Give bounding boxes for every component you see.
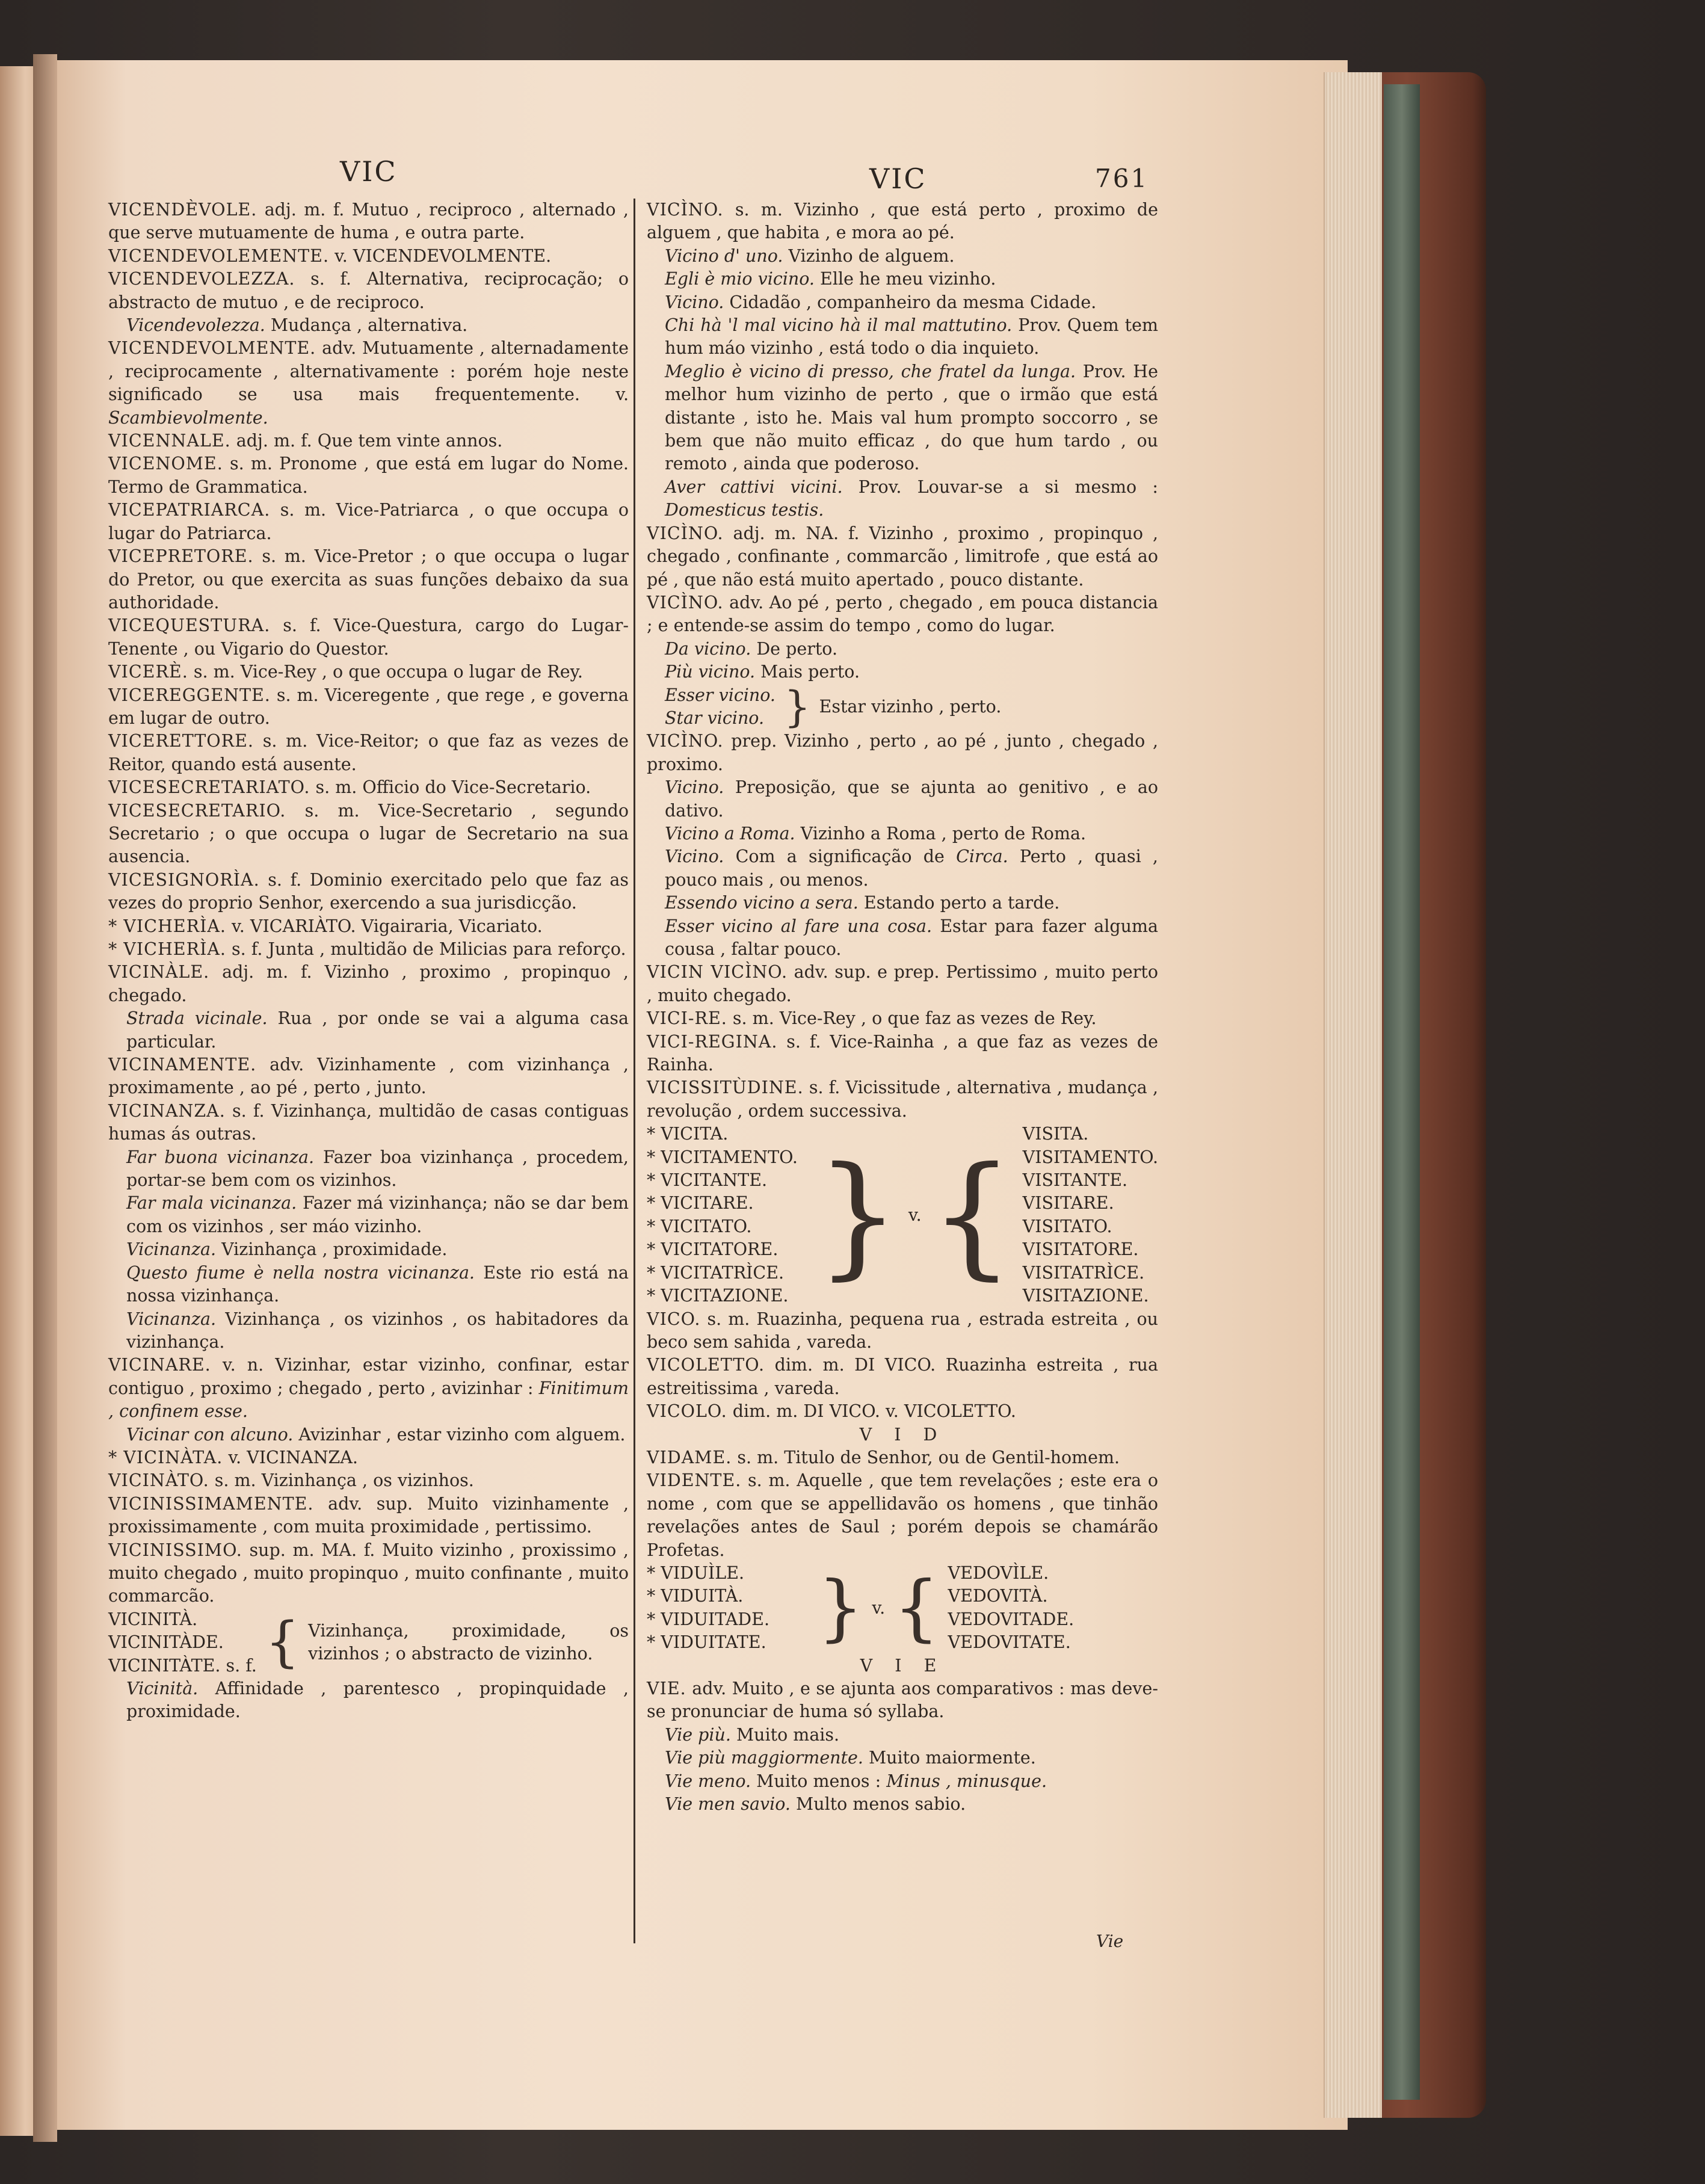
definition: s. m. Vice-Pretor ; o que occupa o lugar do Pretor, ou que exercita as suas funções debaixo da sua authoridade.	[108, 546, 629, 612]
sub-entry	[108, 1238, 629, 1261]
sub-entry	[108, 1007, 629, 1053]
dictionary-entry	[108, 776, 629, 799]
dictionary-entry	[108, 199, 629, 245]
brace-headword: VICINITÀDE.	[108, 1632, 224, 1653]
headword: VICIN VICÌNO.	[647, 962, 788, 982]
headword: VICÌNO.	[647, 592, 724, 612]
phrase-definition: Multo menos sabio.	[790, 1794, 966, 1815]
phrase-definition: Vizinhança , proximidade.	[216, 1239, 448, 1260]
sub-entry	[647, 776, 1158, 822]
dictionary-entry	[108, 1469, 629, 1492]
dictionary-entry	[647, 961, 1158, 1007]
definition: adv. Mutuamente , alternadamente , reciprocamente , alternativamente : porém hoje neste significado se usa mais frequentemente. v.	[108, 338, 629, 405]
brace-headword: VICINITÀTE. s. f.	[108, 1655, 257, 1676]
sub-entry	[647, 314, 1158, 360]
definition: s. f. Vizinhança, multidão de casas contiguas humas ás outras.	[108, 1100, 629, 1144]
definition: s. m. Aquelle , que tem revelações ; este era o nome , com que se appellidavão os homens , que tinhão revelações antes de Saul ; porém depois se chamárão Profetas.	[647, 1470, 1158, 1560]
column-rule	[634, 199, 635, 1943]
section-heading-vie: V I E	[860, 1655, 945, 1676]
standard-headword: VEDOVÌLE.	[948, 1562, 1049, 1583]
definition: s. m. Vice-Rey , o que occupa o lugar de Rey.	[188, 662, 583, 682]
sub-entry	[647, 822, 1158, 845]
phrase-definition: De perto.	[751, 638, 838, 659]
dictionary-entry	[108, 661, 629, 683]
definition: s. m. Vizinho , que está perto , proximo de alguem , que habita , e mora ao pé.	[647, 200, 1158, 243]
definition: v. VICARIÀTO. Vigairaria, Vicariato.	[226, 916, 543, 936]
definition: adj. m. NA. f. Vizinho , proximo , propinquo , chegado , confinante , commarcão , limitrofe , que está ao pé , que não está muito apertado , pouco distante.	[647, 523, 1158, 590]
dictionary-entry	[647, 1007, 1158, 1030]
phrase-definition: Muito menos :	[751, 1771, 887, 1791]
headword: VICENDÈVOLE.	[108, 200, 257, 220]
phrase: Vicino d' uno.	[665, 245, 783, 266]
brace-glyph: {	[265, 1611, 300, 1674]
phrase: Meglio è vicino di presso, che fratel da lunga.	[665, 361, 1076, 381]
dictionary-entry	[108, 1354, 629, 1423]
phrase-definition: Avizinhar , estar vizinho com alguem.	[293, 1424, 626, 1445]
phrase: Vicinanza.	[126, 1239, 217, 1260]
headword: VICENOME.	[108, 454, 223, 474]
sub-entry	[108, 1192, 629, 1238]
sub-entry	[108, 314, 629, 337]
definition: v. VICENDEVOLMENTE.	[329, 245, 552, 266]
headword: VICEPATRIARCA.	[108, 500, 271, 520]
headword: VICENNALE.	[108, 431, 231, 451]
phrase: Vicino.	[665, 777, 724, 798]
brace-glyph: }	[783, 682, 811, 732]
variant-headword: * VICITANTE.	[647, 1170, 768, 1191]
definition: adj. m. f. Vizinho , proximo , propinquo , chegado.	[108, 962, 629, 1005]
dictionary-entry	[108, 730, 629, 776]
headword: VICEPRETORE.	[108, 546, 254, 567]
brace-headword: VICINITÀ.	[108, 1609, 198, 1629]
dictionary-entry	[647, 1677, 1158, 1724]
headword: VICO.	[647, 1309, 701, 1329]
phrase-italic: Domesticus testis.	[665, 500, 824, 520]
sub-entry	[647, 1724, 1158, 1747]
headword: * VICHERÌA.	[108, 916, 226, 936]
variant-headword: * VICITAMENTO.	[647, 1147, 798, 1167]
headword: VICINANZA.	[108, 1100, 226, 1121]
phrase-definition: Mais perto.	[755, 662, 860, 682]
definition: s. f. Dominio exercitado pelo que faz as vezes do proprio Senhor, exercendo a sua jurisdicção.	[108, 869, 629, 913]
vedovita-group	[647, 1562, 1158, 1655]
running-head-left: VIC	[340, 155, 398, 188]
definition: v. VICINANZA.	[223, 1447, 358, 1467]
headword: VICINISSIMAMENTE.	[108, 1493, 314, 1514]
right-column	[647, 199, 1158, 1816]
brace-phrase: Star vicino.	[665, 708, 765, 728]
sub-entry	[647, 291, 1158, 314]
phrase: Da vicino.	[665, 638, 751, 659]
vedovita-v-label: v.	[872, 1597, 886, 1618]
standard-headword: VEDOVITATE.	[948, 1632, 1071, 1653]
dictionary-entry	[647, 1446, 1158, 1469]
phrase: Vicinanza.	[126, 1309, 217, 1329]
headword: VICINÀTO.	[108, 1470, 209, 1491]
definition-italic: Scambievolmente.	[108, 407, 268, 428]
phrase-definition: Vizinhança , os vizinhos , os habitadores da vizinhança.	[126, 1309, 629, 1352]
definition: dim. m. DI VICO. v. VICOLETTO.	[727, 1401, 1016, 1422]
dictionary-entry	[647, 522, 1158, 591]
variant-headword: * VICITA.	[647, 1124, 729, 1144]
sub-entry	[647, 661, 1158, 683]
brace-phrase: Esser vicino.	[665, 685, 775, 705]
phrase-definition: Vizinho a Roma , perto de Roma.	[795, 823, 1087, 844]
dictionary-entry	[108, 684, 629, 730]
dictionary-entry	[108, 499, 629, 545]
visita-group	[647, 1123, 1158, 1307]
headword: VICINAMENTE.	[108, 1055, 257, 1075]
dictionary-entry	[108, 545, 629, 614]
phrase-italic: Minus , minusque.	[886, 1771, 1047, 1791]
dictionary-entry	[647, 1308, 1158, 1354]
headword: VIE.	[647, 1679, 686, 1698]
phrase: Far buona vicinanza.	[126, 1147, 315, 1167]
definition: s. m. Vice-Rey , o que faz as vezes de Rey.	[727, 1008, 1097, 1029]
headword: VICINÀLE.	[108, 962, 210, 982]
headword: VICOLO.	[647, 1401, 727, 1422]
definition: v. n. Vizinhar, estar vizinho, confinar, estar contiguo , proximo ; chegado , perto , avizinhar :	[108, 1355, 629, 1398]
sub-entry	[647, 1793, 1158, 1816]
book-fore-edge	[1384, 84, 1420, 2100]
headword: VIDAME.	[647, 1447, 732, 1467]
page-gutter	[33, 54, 57, 2142]
phrase: Aver cattivi vicini.	[665, 477, 843, 497]
headword: VICI-RE.	[647, 1008, 727, 1029]
definition: s. m. Vice-Patriarca , o que occupa o lugar do Patriarca.	[108, 500, 629, 543]
phrase: Far mala vicinanza.	[126, 1193, 297, 1214]
headword: VICINISSIMO.	[108, 1540, 242, 1560]
dictionary-entry	[108, 915, 629, 938]
definition: adj. m. f. Mutuo , reciproco , alternado , que serve mutuamente de huma , e outra parte.	[108, 200, 629, 243]
phrase-definition: Mudança , alternativa.	[265, 315, 468, 336]
phrase-definition: Muito maiormente.	[863, 1748, 1036, 1768]
definition: adv. Muito , e se ajunta aos comparativos : mas deve-se pronunciar de huma só syllaba.	[647, 1679, 1158, 1722]
phrase-definition: Preposição, que se ajunta ao genitivo , e ao dativo.	[665, 777, 1158, 821]
phrase: Vicendevolezza.	[126, 315, 265, 336]
dictionary-entry	[108, 800, 629, 869]
dictionary-entry	[108, 869, 629, 915]
variant-headword: * VICITATO.	[647, 1216, 752, 1236]
dictionary-entry	[647, 591, 1158, 638]
phrase-definition: Muito mais.	[730, 1724, 840, 1745]
dictionary-entry	[108, 337, 629, 430]
sub-entry	[108, 1308, 629, 1354]
definition: s. m. Titulo de Senhor, ou de Gentil-homem.	[732, 1447, 1120, 1467]
phrase-definition: Elle he meu vizinho.	[815, 269, 996, 289]
definition: adj. m. f. Que tem vinte annos.	[230, 431, 503, 451]
definition: s. f. Vice-Questura, cargo do Lugar-Tenente , ou Vigario do Questor.	[108, 615, 629, 659]
standard-headword: VISITAZIONE.	[1022, 1286, 1149, 1306]
definition: s. f. Vice-Rainha , a que faz as vezes de Rainha.	[647, 1031, 1158, 1075]
definition: s. f. Vicissitude , alternativa , mudança , revolução , ordem successiva.	[647, 1078, 1158, 1121]
dictionary-entry	[108, 1493, 629, 1539]
standard-headword: VISITAMENTO.	[1022, 1147, 1158, 1167]
phrase: Egli è mio vicino.	[665, 269, 815, 289]
headword: VICENDEVOLEMENTE.	[108, 245, 330, 266]
dictionary-entry	[108, 245, 629, 268]
phrase: Strada vicinale.	[126, 1008, 268, 1029]
headword: VICESECRETARIO.	[108, 800, 286, 821]
headword: VICEREGGENTE.	[108, 685, 271, 705]
variant-headword: * VIDUITÀ.	[647, 1586, 744, 1606]
variant-headword: * VICITARE.	[647, 1193, 754, 1214]
phrase-definition: Prov. Quem tem hum máo vizinho , está todo o dia inquieto.	[665, 315, 1158, 359]
phrase-definition: Prov. Louvar-se a si mesmo :	[842, 477, 1158, 497]
definition: adv. sup. e prep. Pertissimo , muito perto , muito chegado.	[647, 962, 1158, 1005]
sub-entry	[647, 638, 1158, 661]
phrase-definition: Cidadão , companheiro da mesma Cidade.	[724, 292, 1097, 312]
headword: VIDENTE.	[647, 1470, 742, 1491]
brace-glyph: }	[815, 1138, 900, 1292]
phrase-definition: Este rio está na nossa vizinhança.	[126, 1262, 629, 1306]
headword: VICENDEVOLEZZA.	[108, 269, 295, 289]
definition-italic: Finitimum , confinem esse.	[108, 1378, 629, 1422]
headword: VICERETTORE.	[108, 731, 254, 751]
dictionary-entry	[108, 1539, 629, 1608]
dictionary-entry	[647, 730, 1158, 776]
phrase-italic: Circa.	[956, 847, 1008, 867]
vicinita-sub: Vicinità. Affinidade , parentesco , propinquidade , proximidade.	[126, 1679, 629, 1722]
dictionary-entry	[647, 1031, 1158, 1077]
phrase: Vie men savio.	[665, 1794, 791, 1815]
definition: s. f. Junta , multidão de Milicias para reforço.	[226, 939, 626, 959]
definition: s. m. Vizinhança , os vizinhos.	[209, 1470, 474, 1491]
dictionary-entry	[108, 430, 629, 452]
phrase: Vicinar con alcuno.	[126, 1424, 294, 1445]
standard-headword: VISITATORE.	[1022, 1239, 1139, 1260]
page-stack-edges	[1324, 72, 1382, 2118]
brace-glyph: {	[930, 1138, 1014, 1292]
phrase: Vie più.	[665, 1724, 731, 1745]
definition: dim. m. DI VICO. Ruazinha estreita , rua estreitissima , vareda.	[647, 1355, 1158, 1398]
definition: s. f. Alternativa, reciprocação; o abstracto de mutuo , e de reciproco.	[108, 269, 629, 312]
headword: VICESECRETARIATO.	[108, 777, 310, 798]
brace-glyph: {	[893, 1566, 940, 1650]
dictionary-entry	[108, 452, 629, 499]
sub-entry	[647, 845, 1158, 892]
headword: VICÌNO.	[647, 731, 724, 751]
sub-entry	[647, 245, 1158, 268]
dictionary-entry	[108, 614, 629, 661]
phrase: Esser vicino al fare una cosa.	[665, 916, 933, 936]
definition: prep. Vizinho , perto , ao pé , junto , chegado , proximo.	[647, 731, 1158, 774]
phrase: Vicino a Roma.	[665, 823, 795, 844]
vicinita-group	[108, 1608, 629, 1677]
brace-glyph: }	[818, 1566, 864, 1650]
headword: VICÌNO.	[647, 200, 724, 220]
variant-headword: * VICITATORE.	[647, 1239, 779, 1260]
definition: adv. sup. Muito vizinhamente , proxissimamente , com muita proximidade , pertissimo.	[108, 1493, 629, 1537]
phrase-definition: Rua , por onde se vai a alguma casa particular.	[126, 1008, 629, 1052]
headword: VICINARE.	[108, 1355, 211, 1375]
running-head-right: VIC	[869, 162, 927, 195]
phrase-tail: Perto , quasi , pouco mais , ou menos.	[665, 847, 1158, 890]
headword: VICISSITÙDINE.	[647, 1078, 804, 1098]
standard-headword: VISITATO.	[1022, 1216, 1112, 1236]
phrase-definition: Estando perto a tarde.	[858, 893, 1060, 913]
phrase: Questo fiume è nella nostra vicinanza.	[126, 1262, 475, 1283]
esser-vicino-group	[647, 684, 1158, 730]
headword: VICEQUESTURA.	[108, 615, 271, 636]
definition: sup. m. MA. f. Muito vizinho , proxissimo , muito chegado , muito propinquo , muito confinante , muito commarcão.	[108, 1540, 629, 1606]
left-column	[108, 199, 629, 1724]
variant-headword: * VICITATRÌCE.	[647, 1262, 785, 1283]
dictionary-entry	[108, 1053, 629, 1100]
esser-vicino-definition: Estar vizinho , perto.	[819, 696, 1002, 717]
phrase-definition: Vizinho de alguem.	[783, 245, 955, 266]
variant-headword: * VIDUITATE.	[647, 1632, 766, 1653]
sub-entry	[647, 476, 1158, 522]
standard-headword: VEDOVITÀ.	[948, 1586, 1048, 1606]
sub-entry	[647, 360, 1158, 476]
headword: * VICINÀTA.	[108, 1447, 223, 1467]
definition: s. m. Vice-Secretario , segundo Secretario ; o que occupa o lugar de Secretario na sua ausencia.	[108, 800, 629, 867]
headword: VICENDEVOLMENTE.	[108, 338, 316, 359]
phrase-definition: Fazer má vizinhança; não se dar bem com os vizinhos , ser máo vizinho.	[126, 1193, 629, 1236]
definition: s. m. Ruazinha, pequena rua , estrada estreita , ou beco sem sahida , vareda.	[647, 1309, 1158, 1352]
dictionary-entry	[647, 1469, 1158, 1562]
section-heading-vid: V I D	[859, 1424, 946, 1445]
phrase: Vie più maggiormente.	[665, 1748, 863, 1768]
headword: VICOLETTO.	[647, 1355, 765, 1375]
dictionary-entry	[108, 1100, 629, 1146]
variant-headword: * VICITAZIONE.	[647, 1286, 789, 1306]
variant-headword: * VIDUÌLE.	[647, 1562, 745, 1583]
dictionary-entry	[647, 1354, 1158, 1400]
sub-entry	[647, 1770, 1158, 1793]
variant-headword: * VIDUITADE.	[647, 1609, 770, 1629]
phrase: Chi hà 'l mal vicino hà il mal mattutino.	[665, 315, 1013, 336]
phrase: Essendo vicino a sera.	[665, 893, 859, 913]
definition: adv. Ao pé , perto , chegado , em pouca distancia ; e entende-se assim do tempo , como do lugar.	[647, 592, 1158, 636]
definition: s. m. Viceregente , que rege , e governa em lugar de outro.	[108, 685, 629, 728]
definition: adv. Vizinhamente , com vizinhança , proximamente , ao pé , perto , junto.	[108, 1055, 629, 1098]
phrase: Vie meno.	[665, 1771, 751, 1791]
definition: s. m. Pronome , que está em lugar do Nome. Termo de Grammatica.	[108, 454, 629, 497]
phrase-definition: Com a significação de	[724, 847, 957, 867]
sub-entry	[647, 892, 1158, 915]
dictionary-entry	[647, 199, 1158, 245]
sub-entry	[647, 915, 1158, 961]
headword: * VICHERÌA.	[108, 939, 226, 959]
standard-headword: VISITA.	[1022, 1124, 1089, 1144]
dictionary-entry	[108, 961, 629, 1007]
phrase-definition: Fazer boa vizinhança , procedem, portar-se bem com os vizinhos.	[126, 1147, 629, 1191]
definition: s. m. Officio do Vice-Secretario.	[310, 777, 591, 798]
sub-entry	[647, 268, 1158, 291]
catchword: Vie	[1096, 1931, 1124, 1951]
dictionary-entry	[108, 1446, 629, 1469]
headword: VICERÈ.	[108, 662, 188, 682]
phrase: Vicino.	[665, 847, 724, 867]
headword: VICESIGNORÌA.	[108, 869, 260, 890]
dictionary-entry	[647, 1400, 1158, 1423]
visita-v-label: v.	[908, 1205, 922, 1225]
vicinita-definition: Vizinhança, proximidade, os vizinhos ; o abstracto de vizinho.	[308, 1620, 629, 1664]
standard-headword: VISITARE.	[1022, 1193, 1114, 1214]
dictionary-entry	[647, 1076, 1158, 1123]
headword: VICI-REGINA.	[647, 1031, 778, 1052]
phrase-definition: Prov. He melhor hum vizinho de perto , que o irmão que está distante , isto he. Mais val hum prompto soccorro , se bem que não muito efficaz , do que hum tardo , ou remoto , ainda que poderoso.	[665, 361, 1159, 474]
sub-entry	[108, 1146, 629, 1192]
phrase: Vicino.	[665, 292, 724, 312]
dictionary-entry	[108, 268, 629, 314]
page-number: 761	[1095, 164, 1149, 193]
sub-entry	[108, 1424, 629, 1446]
standard-headword: VEDOVITADE.	[948, 1609, 1074, 1629]
phrase: Più vicino.	[665, 662, 756, 682]
standard-headword: VISITANTE.	[1022, 1170, 1128, 1191]
dictionary-entry	[108, 938, 629, 961]
sub-entry	[108, 1262, 629, 1308]
sub-entry	[647, 1747, 1158, 1769]
headword: VICÌNO.	[647, 523, 724, 543]
definition: s. m. Vice-Reitor; o que faz as vezes de Reitor, quando está ausente.	[108, 731, 629, 774]
phrase-definition: Estar para fazer alguma cousa , faltar pouco.	[665, 916, 1158, 959]
standard-headword: VISITATRÌCE.	[1022, 1262, 1145, 1283]
